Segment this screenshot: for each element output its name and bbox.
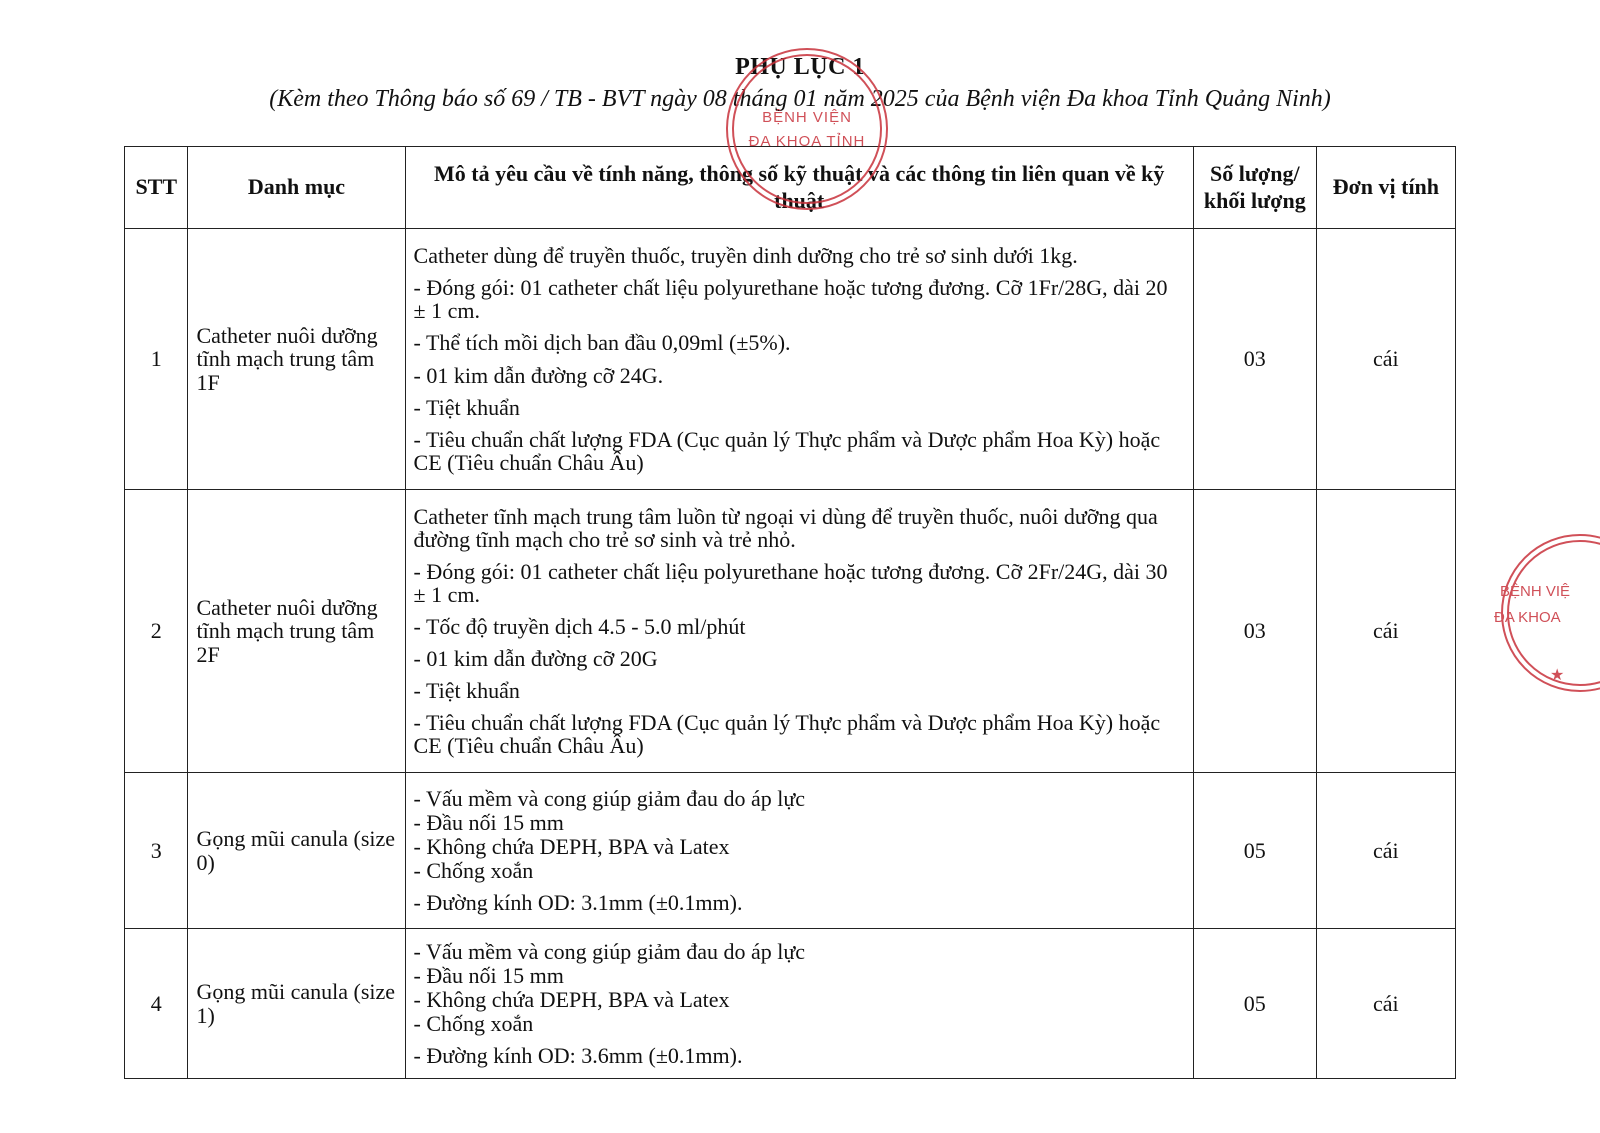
description-intro: Catheter dùng để truyền thuốc, truyền dinh dưỡng cho trẻ sơ sinh dưới 1kg. <box>413 243 1078 269</box>
spec-line: - Tiêu chuẩn chất lượng FDA (Cục quản lý Thực phẩm và Dược phẩm Hoa Kỳ) hoặc CE (Tiêu chuẩn Châu Âu) <box>413 426 1161 475</box>
table-row <box>125 773 1456 929</box>
edge-stamp-rings <box>1502 535 1600 691</box>
spec-line: - 01 kim dẫn đường cỡ 20G <box>413 646 658 672</box>
spec-line: - Tiệt khuẩn <box>413 678 520 704</box>
spec-line: - Đóng gói: 01 catheter chất liệu polyurethane hoặc tương đương. Cỡ 2Fr/24G, dài 30 ± 1 cm. <box>413 558 1168 607</box>
table-row <box>125 929 1456 1079</box>
spec-line: - Tiêu chuẩn chất lượng FDA (Cục quản lý Thực phẩm và Dược phẩm Hoa Kỳ) hoặc CE (Tiêu chuẩn Châu Âu) <box>413 710 1161 759</box>
row-description <box>405 929 1193 1079</box>
header-stt: STT <box>125 147 188 229</box>
stamp-text-line2: ĐA KHOA TỈNH <box>748 133 866 150</box>
header-description: Mô tả yêu cầu về tính năng, thông số kỹ thuật và các thông tin liên quan về kỹ thuật <box>405 147 1193 229</box>
row-quantity: 05 <box>1193 929 1316 1079</box>
row-stt: 1 <box>125 229 188 490</box>
spec-line: - Chống xoắn <box>413 1011 534 1037</box>
row-item-name: Gọng mũi canula (size 1) <box>188 929 405 1079</box>
edge-stamp-inner-ring <box>1508 541 1600 685</box>
row-quantity: 05 <box>1193 773 1316 929</box>
spec-line: - Chống xoắn <box>413 858 534 884</box>
edge-stamp-outer-ring <box>1502 535 1600 691</box>
edge-stamp <box>1470 528 1600 698</box>
table-row <box>125 490 1456 773</box>
spec-line: - 01 kim dẫn đường cỡ 24G. <box>413 362 664 388</box>
stamp-text-line1: BỆNH VIỆN <box>762 109 852 126</box>
row-unit: cái <box>1316 490 1455 773</box>
header-category: Danh mục <box>188 147 405 229</box>
document-title: PHỤ LỤC 1 <box>735 54 865 80</box>
spec-line: - Thể tích mồi dịch ban đầu 0,09ml (±5%). <box>413 330 791 356</box>
row-item-name: Gọng mũi canula (size 0) <box>188 773 405 929</box>
row-description <box>405 490 1193 773</box>
edge-stamp-star: ★ <box>1550 667 1565 684</box>
row-quantity: 03 <box>1193 229 1316 490</box>
row-stt: 3 <box>125 773 188 929</box>
table-row <box>125 229 1456 490</box>
description-intro: Catheter tĩnh mạch trung tâm luồn từ ngoại vi dùng để truyền thuốc, nuôi dưỡng qua đường tĩnh mạch cho trẻ sơ sinh và trẻ nhỏ. <box>413 503 1158 552</box>
spec-line: - Đầu nối 15 mm <box>413 962 564 988</box>
row-stt: 4 <box>125 929 188 1079</box>
spec-line: - Đường kính OD: 3.1mm (±0.1mm). <box>413 890 743 916</box>
spec-line: - Không chứa DEPH, BPA và Latex <box>413 833 730 859</box>
header-quantity: Số lượng/ khối lượng <box>1193 147 1316 229</box>
row-quantity: 03 <box>1193 490 1316 773</box>
row-unit: cái <box>1316 929 1455 1079</box>
row-unit: cái <box>1316 229 1455 490</box>
spec-line: - Tiệt khuẩn <box>413 394 520 420</box>
row-description <box>405 229 1193 490</box>
spec-line: - Đóng gói: 01 catheter chất liệu polyurethane hoặc tương đương. Cỡ 1Fr/28G, dài 20 ± 1 cm. <box>413 275 1168 324</box>
row-item-name: Catheter nuôi dưỡng tĩnh mạch trung tâm 2F <box>188 490 405 773</box>
spec-line: - Tốc độ truyền dịch 4.5 - 5.0 ml/phút <box>413 613 746 639</box>
spec-line: - Đường kính OD: 3.6mm (±0.1mm). <box>413 1043 743 1069</box>
equipment-table <box>124 146 1456 1079</box>
spec-line: - Vấu mềm và cong giúp giảm đau do áp lực <box>413 785 806 811</box>
row-unit: cái <box>1316 773 1455 929</box>
spec-line: - Vấu mềm và cong giúp giảm đau do áp lực <box>413 938 806 964</box>
table-header-row <box>125 147 1456 229</box>
document-subtitle: (Kèm theo Thông báo số 69 / TB - BVT ngày 08 tháng 01 năm 2025 của Bệnh viện Đa khoa Tỉnh Quảng Ninh) <box>269 86 1331 112</box>
edge-stamp-text-line1: BỆNH VIỆ <box>1500 583 1571 600</box>
row-description <box>405 773 1193 929</box>
spec-line: - Đầu nối 15 mm <box>413 809 564 835</box>
edge-stamp-text-line2: ĐA KHOA <box>1494 609 1561 626</box>
row-stt: 2 <box>125 490 188 773</box>
header-unit: Đơn vị tính <box>1316 147 1455 229</box>
row-item-name: Catheter nuôi dưỡng tĩnh mạch trung tâm 1F <box>188 229 405 490</box>
spec-line: - Không chứa DEPH, BPA và Latex <box>413 986 730 1012</box>
